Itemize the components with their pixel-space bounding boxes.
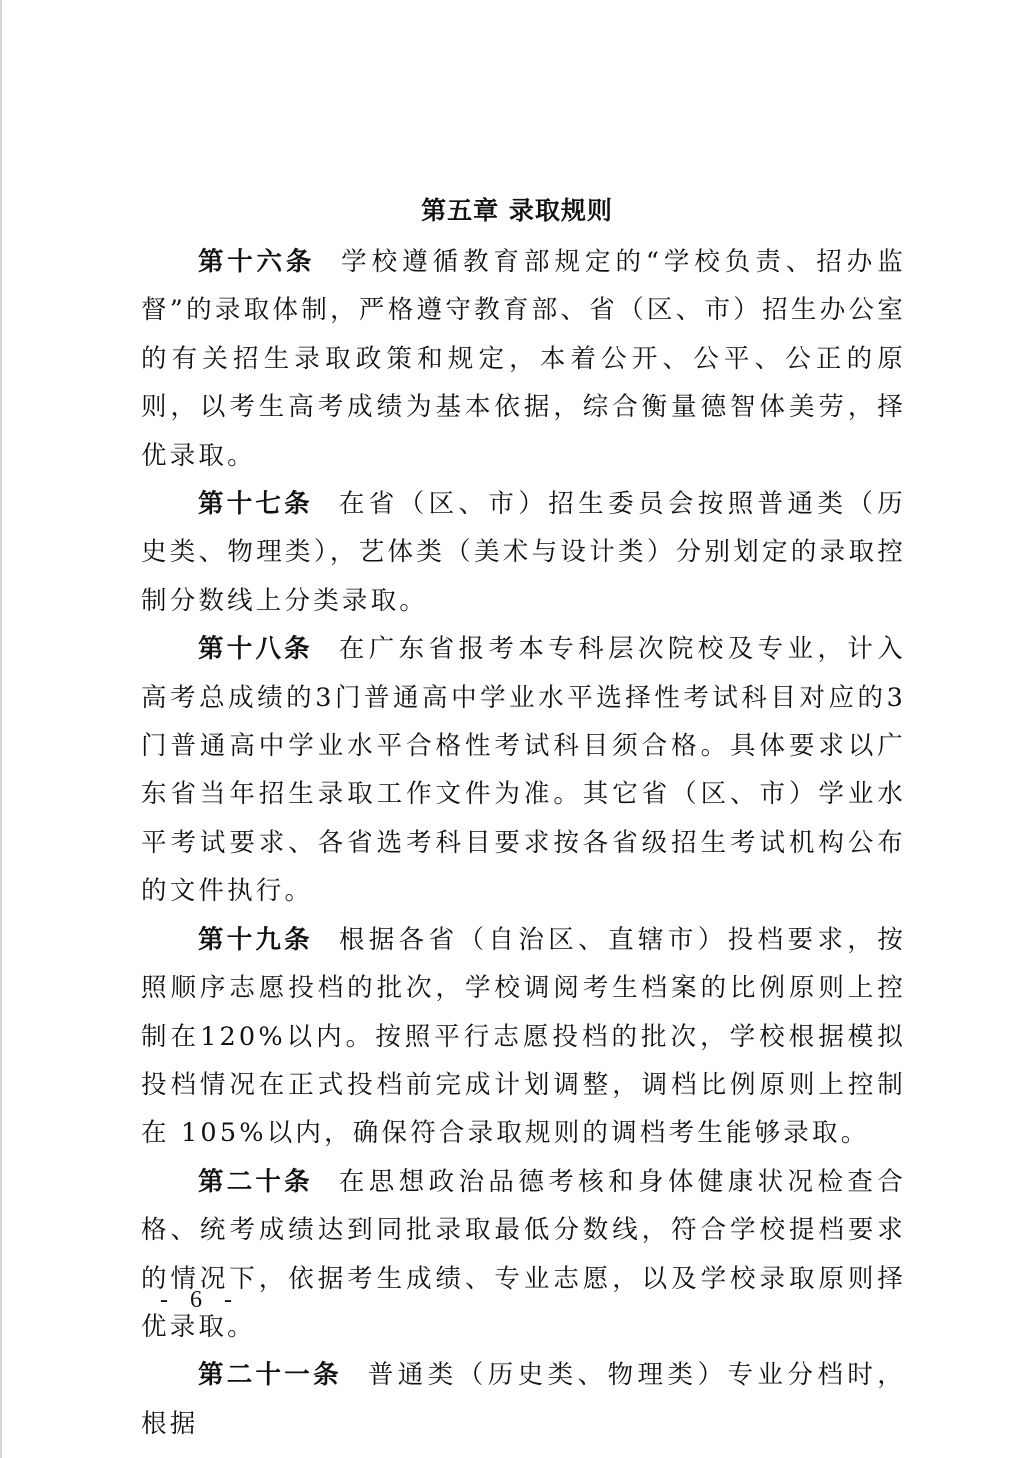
article-heading: 第二十条 bbox=[198, 1166, 313, 1197]
page-number: - 6 - bbox=[160, 1287, 240, 1313]
article-20 bbox=[141, 1158, 906, 1352]
article-16 bbox=[141, 238, 906, 480]
article-text: 普通类（历史类、物理类）专业分档时，根据 bbox=[141, 1360, 906, 1439]
article-19 bbox=[141, 916, 906, 1158]
article-text: 根据各省（自治区、直辖市）投档要求，按照顺序志愿投档的批次，学校调阅考生档案的比例原则上控制在120%以内。按照平行志愿投档的批次，学校根据模拟投档情况在正式投档前完成计划调整，调档比例原则上控制在 105%以内，确保符合录取规则的调档考生能够录取。 bbox=[141, 924, 906, 1149]
article-heading: 第二十一条 bbox=[198, 1360, 342, 1391]
article-21 bbox=[141, 1351, 906, 1448]
article-text: 在省（区、市）招生委员会按照普通类（历史类、物理类），艺体类（美术与设计类）分别划定的录取控制分数线上分类录取。 bbox=[141, 489, 906, 616]
article-heading: 第十八条 bbox=[198, 634, 313, 665]
article-text: 学校遵循教育部规定的“学校负责、招办监督”的录取体制，严格遵守教育部、省（区、市）招生办公室的有关招生录取政策和规定，本着公开、公平、公正的原则，以考生高考成绩为基本依据，综合衡量德智体美劳，择优录取。 bbox=[141, 247, 906, 471]
article-heading: 第十六条 bbox=[198, 247, 316, 277]
article-heading: 第十七条 bbox=[198, 489, 313, 520]
article-text: 在思想政治品德考核和身体健康状况检查合格、统考成绩达到同批录取最低分数线，符合学校提档要求的情况下，依据考生成绩、专业志愿，以及学校录取原则择优录取。 bbox=[141, 1166, 906, 1342]
document-body bbox=[141, 238, 906, 1448]
article-text: 在广东省报考本专科层次院校及专业，计入高考总成绩的3门普通高中学业水平选择性考试科目对应的3门普通高中学业水平合格性考试科目须合格。具体要求以广东省当年招生录取工作文件为准。其它省（区、市）学业水平考试要求、各省选考科目要求按各省级招生考试机构公布的文件执行。 bbox=[141, 634, 906, 907]
article-heading: 第十九条 bbox=[198, 924, 313, 955]
article-18 bbox=[141, 625, 906, 915]
article-17 bbox=[141, 480, 906, 625]
chapter-title: 第五章 录取规则 bbox=[421, 196, 613, 225]
